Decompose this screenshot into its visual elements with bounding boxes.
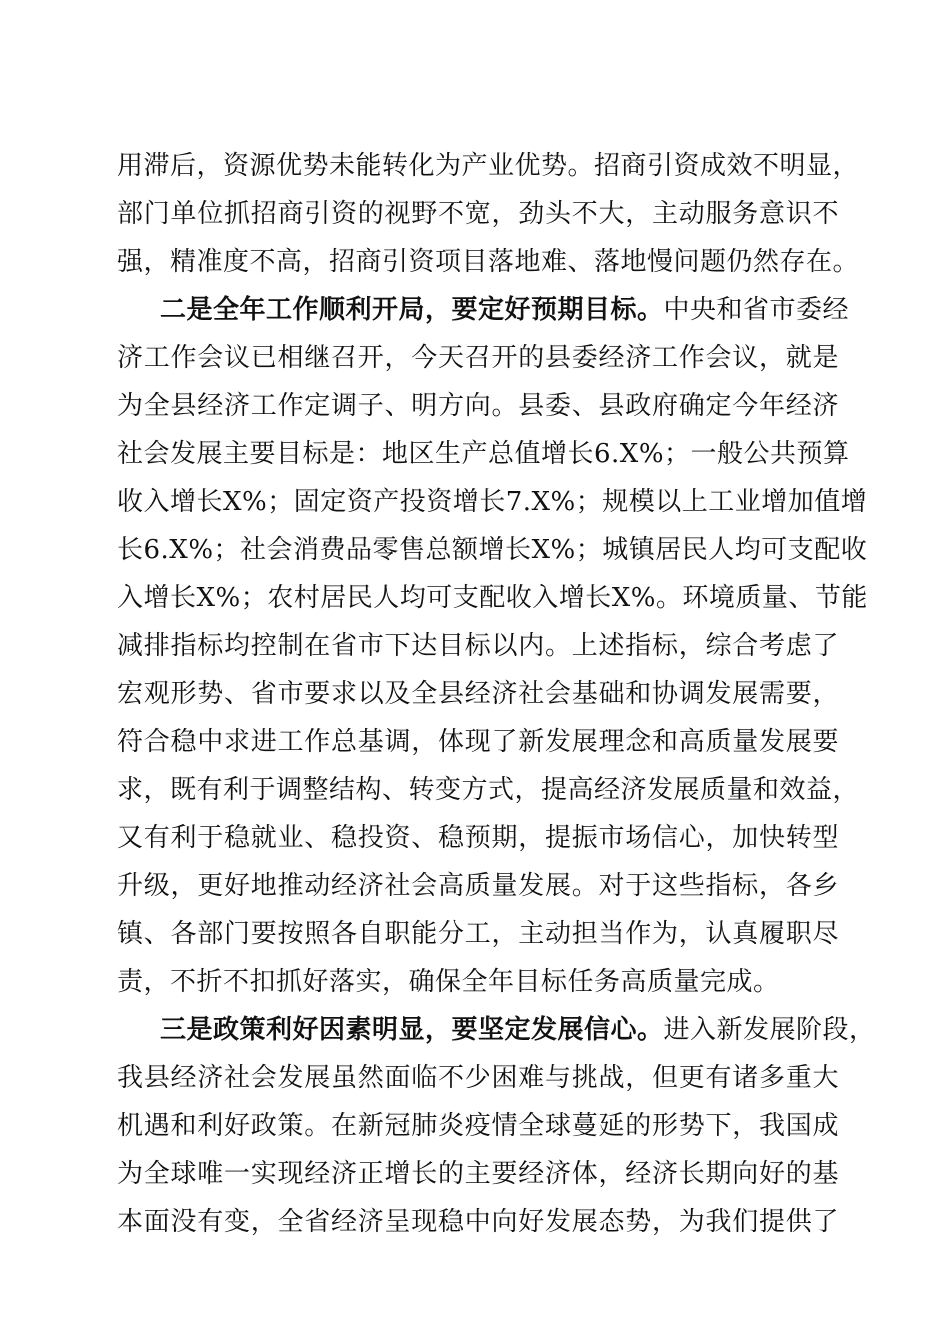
paragraph-2-heading: 二是全年工作顺利开局，要定好预期目标。 [160, 295, 664, 325]
paragraph-1-line-3: 强，精准度不高，招商引资项目落地难、落地慢问题仍然存在。 [117, 247, 860, 277]
paragraph-3-line-1-text: 进入新发展阶段， [663, 1015, 876, 1045]
paragraph-2-line-10: 符合稳中求进工作总基调，体现了新发展理念和高质量发展要 [117, 727, 839, 757]
paragraph-3-line-1 [160, 1010, 876, 1050]
paragraph-2-line-5: 收入增长X%；固定资产投资增长7.X%；规模以上工业增加值增 [117, 487, 868, 517]
paragraph-3-line-3: 机遇和利好政策。在新冠肺炎疫情全球蔓延的形势下，我国成 [117, 1111, 839, 1141]
paragraph-2-line-11: 求，既有利于调整结构、转变方式，提高经济发展质量和效益， [117, 775, 860, 805]
paragraph-2-line-1 [160, 290, 850, 330]
paragraph-3-heading: 三是政策利好因素明显，要坚定发展信心。 [160, 1015, 664, 1045]
paragraph-2-line-13: 升级，更好地推动经济社会高质量发展。对于这些指标，各乡 [117, 871, 839, 901]
paragraph-3-line-2: 我县经济社会发展虽然面临不少困难与挑战，但更有诸多重大 [117, 1063, 839, 1093]
paragraph-2-line-1-text: 中央和省市委经 [663, 295, 850, 325]
paragraph-1-line-1: 用滞后，资源优势未能转化为产业优势。招商引资成效不明显， [117, 151, 860, 181]
paragraph-2-line-12: 又有利于稳就业、稳投资、稳预期，提振市场信心，加快转型 [117, 823, 839, 853]
paragraph-2-line-15: 责，不折不扣抓好落实，确保全年目标任务高质量完成。 [117, 967, 780, 997]
paragraph-2-line-6: 长6.X%；社会消费品零售总额增长X%；城镇居民人均可支配收 [117, 535, 868, 565]
paragraph-2-line-7: 入增长X%；农村居民人均可支配收入增长X%。环境质量、节能 [117, 583, 868, 613]
paragraph-2-line-14: 镇、各部门要按照各自职能分工，主动担当作为，认真履职尽 [117, 919, 839, 949]
paragraph-1-line-2: 部门单位抓招商引资的视野不宽，劲头不大，主动服务意识不 [117, 199, 839, 229]
paragraph-2-line-4: 社会发展主要目标是：地区生产总值增长6.X%；一般公共预算 [117, 439, 850, 469]
paragraph-3-line-5: 本面没有变，全省经济呈现稳中向好发展态势，为我们提供了 [117, 1207, 839, 1237]
paragraph-3-line-4: 为全球唯一实现经济正增长的主要经济体，经济长期向好的基 [117, 1159, 839, 1189]
paragraph-2-line-3: 为全县经济工作定调子、明方向。县委、县政府确定今年经济 [117, 391, 839, 421]
paragraph-2-line-2: 济工作会议已相继召开，今天召开的县委经济工作会议，就是 [117, 343, 839, 373]
paragraph-2-line-9: 宏观形势、省市要求以及全县经济社会基础和协调发展需要， [117, 679, 839, 709]
paragraph-2-line-8: 减排指标均控制在省市下达目标以内。上述指标，综合考虑了 [117, 631, 839, 661]
